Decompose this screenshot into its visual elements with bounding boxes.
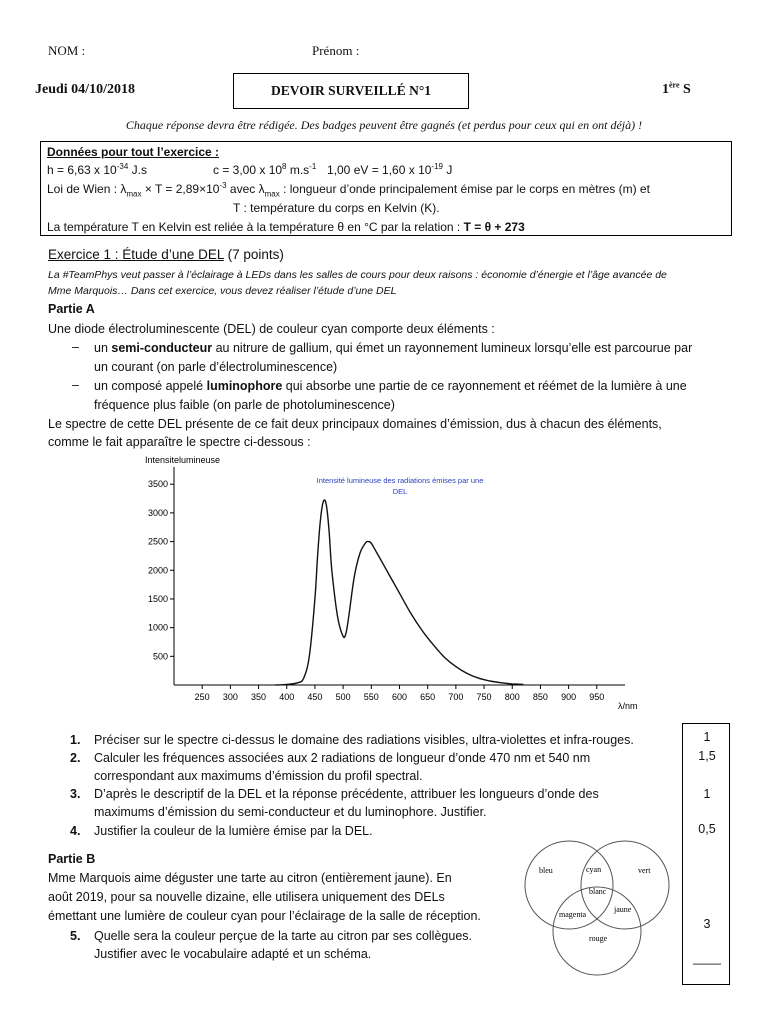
venn-magenta: magenta xyxy=(559,910,587,919)
x-tick-label: 900 xyxy=(561,692,577,702)
x-tick-label: 450 xyxy=(307,692,323,702)
x-tick-label: 850 xyxy=(532,692,548,702)
x-tick-label: 500 xyxy=(335,692,351,702)
part-b-line-3: émettant une lumière de couleur cyan pour l’éclairage de la salle de réception. xyxy=(48,909,481,923)
score-q1: 1 xyxy=(703,730,711,744)
electron-volt: 1,00 eV = 1,60 x $10^{-19}$ J xyxy=(327,162,453,177)
venn-rouge: rouge xyxy=(589,934,608,943)
part-b-line-1: Mme Marquois aime déguster une tarte au citron (entièrement jaune). En xyxy=(48,871,452,885)
part-a-intro: Une diode électroluminescente (DEL) de couleur cyan comporte deux éléments : xyxy=(48,322,495,336)
exam-title: DEVOIR SURVEILLÉ N°1 xyxy=(271,83,431,98)
spectrum-para-1: Le spectre de cette DEL présente de ce fait deux principaux domaines d’émission, dus à chacun des éléments, xyxy=(48,417,662,431)
spectrum-para-2: comme le fait apparaître le spectre ci-dessous : xyxy=(48,435,311,449)
class-level xyxy=(662,82,691,98)
chart-ylabel: Intensitelumineuse xyxy=(145,455,221,465)
intro-line-2: Mme Marquois… Dans cet exercice, vous devez réaliser l’étude d’une DEL xyxy=(48,285,397,297)
venn-cyan: cyan xyxy=(586,865,602,874)
wien-law: Loi de Wien : $\lambda_{max} \times T = 2,89\times 10^{-3}$ avec $\lambda_{max}$ : longueur d’onde principalement émise par le corps en mètres (m) et xyxy=(47,181,650,199)
x-tick-label: 650 xyxy=(420,692,436,702)
bullet-dash-1: – xyxy=(72,340,79,354)
venn-circle-green xyxy=(581,841,669,929)
x-tick-label: 800 xyxy=(504,692,520,702)
y-tick-label: 3500 xyxy=(147,479,168,490)
data-box xyxy=(40,141,732,236)
y-tick-label: 3000 xyxy=(147,507,168,518)
prenom-label: Prénom : xyxy=(312,43,360,58)
score-column xyxy=(682,723,730,985)
x-tick-label: 600 xyxy=(391,692,408,702)
score-q5: 3 xyxy=(703,917,711,931)
bullet-dash-2: – xyxy=(72,378,79,392)
y-tick-label: 2000 xyxy=(147,565,168,576)
x-tick-label: 250 xyxy=(194,692,210,702)
chart-title-2: DEL xyxy=(392,487,408,496)
question-1: 1. Préciser sur le spectre ci-dessus le domaine des radiations visibles, ultra-violettes et infra-rouges. xyxy=(70,733,634,747)
question-4: 4. Justifier la couleur de la lumière émise par la DEL. xyxy=(70,824,373,838)
venn-circle-red xyxy=(553,887,641,975)
part-b-line-2: août 2019, pour sa nouvelle dizaine, elle utilisera uniquement des DELs xyxy=(48,890,445,904)
exam-date: Jeudi 04/10/2018 xyxy=(35,82,135,97)
chart-title-1: Intensité lumineuse des radiations émises par une xyxy=(316,476,484,485)
color-venn-diagram xyxy=(507,835,687,987)
venn-bleu: bleu xyxy=(539,866,553,875)
wien-temperature: T : température du corps en Kelvin (K). xyxy=(233,201,440,215)
data-heading: Données pour tout l’exercice : xyxy=(47,145,220,159)
spectrum-chart xyxy=(140,450,660,712)
venn-vert: vert xyxy=(638,866,651,875)
question-3: 3. D’après le descriptif de la DEL et la réponse précédente, attribuer les longueurs d’onde des maximums d’émission du semi-conducteur et du luminophore. Justifier. xyxy=(70,787,599,819)
bullet-2-line-2: fréquence plus faible (on parle de photoluminescence) xyxy=(94,398,395,412)
part-a-title: Partie A xyxy=(48,302,95,316)
x-tick-label: 400 xyxy=(279,692,295,702)
score-q2: 1,5 xyxy=(698,749,716,763)
bullet-1-line-1: un semi-conducteur au nitrure de gallium, qui émet un rayonnement lumineux lorsqu’elle est parcourue par xyxy=(94,341,693,355)
planck-constant: h = 6,63 x $10^{-34}$ J.s xyxy=(47,162,147,177)
y-tick-label: 1500 xyxy=(147,593,168,604)
bullet-1-line-2: un courant (on parle d’électroluminescence) xyxy=(94,360,338,374)
class-num: 1 xyxy=(662,82,669,97)
score-q4: 0,5 xyxy=(698,822,716,836)
x-tick-label: 550 xyxy=(363,692,379,702)
bullet-2-line-1: un composé appelé luminophore qui absorbe une partie de ce rayonnement et réémet de la lumière à une xyxy=(94,379,687,393)
spectrum-curve xyxy=(276,500,524,685)
venn-jaune: jaune xyxy=(614,905,632,914)
x-tick-label: 750 xyxy=(476,692,492,702)
exercise-title: Exercice 1 : Étude d’une DEL (7 points) xyxy=(48,247,284,262)
chart-xlabel: λ/nm xyxy=(618,701,638,711)
score-q3: 1 xyxy=(703,787,711,801)
questions xyxy=(70,731,680,841)
nom-label: NOM : xyxy=(48,43,86,58)
class-letter: S xyxy=(679,82,691,97)
x-tick-label: 350 xyxy=(251,692,267,702)
instruction-text: Chaque réponse devra être rédigée. Des badges peuvent être gagnés (et perdus pour ceux qui en ont déjà) ! xyxy=(125,118,643,132)
part-b-title: Partie B xyxy=(48,852,96,866)
x-tick-label: 950 xyxy=(589,692,605,702)
class-sup: ère xyxy=(669,80,680,90)
intro-line-1: La #TeamPhys veut passer à l’éclairage à LEDs dans les salles de cours pour deux raisons : économie d’énergie et l’âge avancée de xyxy=(48,269,667,281)
question-5: 5. Quelle sera la couleur perçue de la tarte au citron par ses collègues. Justifier avec le vocabulaire adapté et un schéma. xyxy=(70,929,472,961)
temperature-relation: La température T en Kelvin est reliée à la température θ en °C par la relation : T = θ + 273 xyxy=(47,220,525,234)
light-speed: c = 3,00 x $10^8$ $m.s^{-1}$ xyxy=(213,162,317,177)
y-tick-label: 1000 xyxy=(147,622,168,633)
x-tick-label: 300 xyxy=(222,692,238,702)
score-total: ____ xyxy=(693,951,721,965)
exam-title-box xyxy=(233,73,469,109)
question-2: 2. Calculer les fréquences associées aux 2 radiations de longueur d’onde 470 nm et 540 nm correspondant aux maximums d’émission du profil spectral. xyxy=(70,751,591,783)
y-tick-label: 2500 xyxy=(147,536,168,547)
venn-blanc: blanc xyxy=(589,887,607,896)
x-tick-label: 700 xyxy=(448,692,464,702)
y-tick-label: 500 xyxy=(152,651,168,662)
